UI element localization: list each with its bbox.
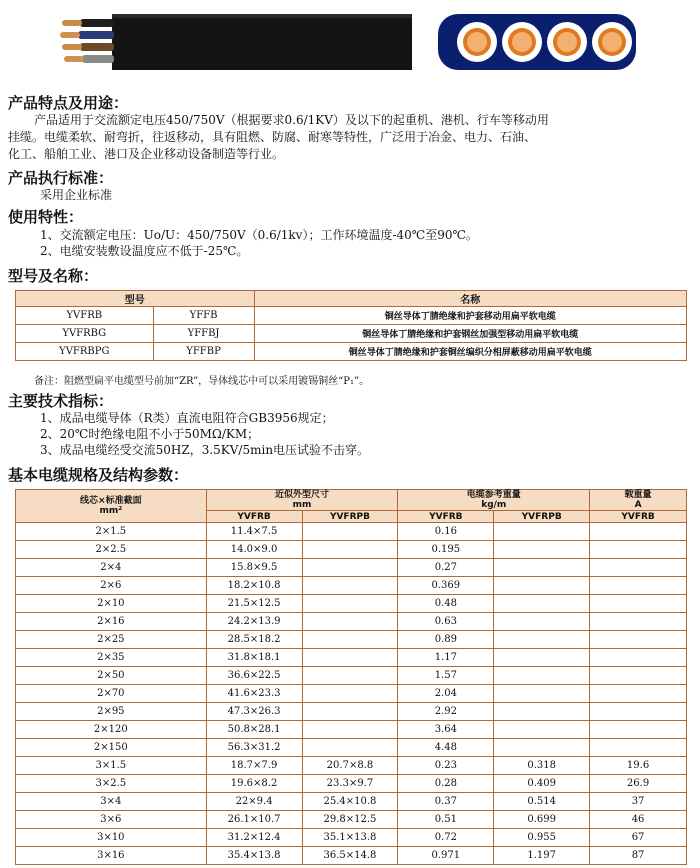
- spec-dim-yvfrpb: 25.4×10.8: [302, 793, 398, 811]
- specs-subheader-weight-yvfrpb: YVFRPB: [494, 511, 590, 523]
- table-row: [16, 667, 687, 685]
- spec-load-yvfrb: 87: [590, 847, 687, 865]
- table-row: [16, 793, 687, 811]
- specs-title: 基本电缆规格及结构参数：: [8, 466, 189, 484]
- spec-dim-yvfrb: 28.5×18.2: [206, 631, 302, 649]
- table-row: [16, 757, 687, 775]
- spec-weight-yvfrpb: [494, 631, 590, 649]
- spec-core-size: 2×35: [16, 649, 207, 667]
- spec-core-size: 2×1.5: [16, 523, 207, 541]
- spec-dim-yvfrpb: [302, 559, 398, 577]
- spec-load-yvfrb: [590, 523, 687, 541]
- table-row: [16, 721, 687, 739]
- spec-core-size: 2×150: [16, 739, 207, 757]
- spec-core-size: 3×6: [16, 811, 207, 829]
- spec-dim-yvfrpb: [302, 631, 398, 649]
- specs-header-core-label: 线芯×标准截面: [80, 496, 142, 506]
- cable-product-photo: [0, 0, 700, 86]
- tech-line-1: 1、成品电缆导体（R类）直流电阻符合GB3956规定；: [40, 411, 334, 425]
- models-header-name: 名称: [254, 291, 686, 307]
- spec-weight-yvfrb: 0.72: [398, 829, 494, 847]
- models-table: [15, 290, 687, 361]
- specs-header-load: [590, 490, 687, 511]
- model-code: YVFRBPG: [16, 343, 154, 361]
- spec-dim-yvfrb: 15.8×9.5: [206, 559, 302, 577]
- spec-core-size: 2×25: [16, 631, 207, 649]
- spec-weight-yvfrb: 2.92: [398, 703, 494, 721]
- usage-line-1: 1、交流额定电压：Uo/U：450/750V（0.6/1kv）；工作环境温度-40℃至90℃。: [40, 228, 478, 242]
- specs-table-body: [16, 523, 687, 865]
- specs-header-dim: [206, 490, 398, 511]
- table-row: [16, 343, 687, 361]
- spec-dim-yvfrpb: [302, 739, 398, 757]
- specs-header-weight-unit: kg/m: [481, 500, 507, 510]
- table-row: [16, 559, 687, 577]
- spec-dim-yvfrb: 36.6×22.5: [206, 667, 302, 685]
- table-row: [16, 523, 687, 541]
- spec-weight-yvfrpb: 0.955: [494, 829, 590, 847]
- spec-weight-yvfrb: 0.23: [398, 757, 494, 775]
- model-code-alt: YFFB: [153, 307, 254, 325]
- spec-dim-yvfrpb: 36.5×14.8: [302, 847, 398, 865]
- specs-header-dim-label: 近似外型尺寸: [275, 490, 330, 500]
- spec-dim-yvfrpb: [302, 703, 398, 721]
- spec-load-yvfrb: [590, 559, 687, 577]
- standard-text: 采用企业标准: [40, 188, 113, 202]
- table-row: [16, 631, 687, 649]
- spec-dim-yvfrpb: [302, 721, 398, 739]
- spec-dim-yvfrb: 24.2×13.9: [206, 613, 302, 631]
- spec-weight-yvfrpb: 0.514: [494, 793, 590, 811]
- spec-weight-yvfrpb: [494, 703, 590, 721]
- models-note: 备注：阻燃型扁平电缆型号前加“ZR”，导体线芯中可以采用镀锡铜丝“P₁”。: [34, 376, 370, 387]
- specs-header-core-unit: mm²: [99, 506, 123, 516]
- spec-dim-yvfrb: 31.8×18.1: [206, 649, 302, 667]
- spec-dim-yvfrb: 26.1×10.7: [206, 811, 302, 829]
- spec-core-size: 2×50: [16, 667, 207, 685]
- specs-header-load-label: 载重量: [624, 490, 652, 500]
- spec-weight-yvfrb: 1.17: [398, 649, 494, 667]
- spec-load-yvfrb: 46: [590, 811, 687, 829]
- specs-header-core: [16, 490, 207, 523]
- cable-cross-section: [438, 14, 636, 70]
- features-line-1: 产品适用于交流额定电压450/750V（根据要求0.6/1KV）及以下的起重机、港机、行车等移动用: [34, 113, 549, 127]
- model-code-alt: YFFBP: [153, 343, 254, 361]
- spec-weight-yvfrpb: [494, 559, 590, 577]
- spec-weight-yvfrpb: [494, 541, 590, 559]
- spec-load-yvfrb: [590, 685, 687, 703]
- spec-dim-yvfrpb: [302, 667, 398, 685]
- spec-dim-yvfrpb: [302, 523, 398, 541]
- spec-dim-yvfrb: 14.0×9.0: [206, 541, 302, 559]
- table-row: [16, 829, 687, 847]
- spec-core-size: 2×95: [16, 703, 207, 721]
- spec-core-size: 3×10: [16, 829, 207, 847]
- spec-weight-yvfrb: 0.51: [398, 811, 494, 829]
- model-name: 铜丝导体丁腈绝缘和护套钢丝加强型移动用扁平软电缆: [254, 325, 686, 343]
- spec-dim-yvfrb: 47.3×26.3: [206, 703, 302, 721]
- spec-weight-yvfrpb: [494, 667, 590, 685]
- spec-dim-yvfrpb: [302, 613, 398, 631]
- features-line-2: 挂缆。电缆柔软、耐弯折，往返移动，具有阻燃、防腐、耐寒等特性，广泛用于冶金、电力、石油、: [8, 130, 537, 144]
- spec-weight-yvfrb: 0.27: [398, 559, 494, 577]
- specs-table: [15, 489, 687, 865]
- table-row: [16, 307, 687, 325]
- model-name: 铜丝导体丁腈绝缘和护套移动用扁平软电缆: [254, 307, 686, 325]
- spec-weight-yvfrpb: [494, 577, 590, 595]
- spec-dim-yvfrb: 56.3×31.2: [206, 739, 302, 757]
- specs-header-dim-unit: mm: [292, 500, 312, 510]
- specs-header-weight-label: 电缆参考重量: [466, 490, 521, 500]
- spec-load-yvfrb: [590, 667, 687, 685]
- spec-dim-yvfrpb: [302, 685, 398, 703]
- spec-weight-yvfrb: 0.89: [398, 631, 494, 649]
- spec-dim-yvfrpb: 23.3×9.7: [302, 775, 398, 793]
- spec-core-size: 2×10: [16, 595, 207, 613]
- spec-load-yvfrb: [590, 577, 687, 595]
- model-code: YVFRB: [16, 307, 154, 325]
- table-row: [16, 595, 687, 613]
- features-line-3: 化工、船舶工业、港口及企业移动设备制造等行业。: [8, 147, 285, 161]
- spec-weight-yvfrb: 3.64: [398, 721, 494, 739]
- spec-weight-yvfrb: 0.971: [398, 847, 494, 865]
- spec-weight-yvfrb: 0.16: [398, 523, 494, 541]
- spec-dim-yvfrb: 22×9.4: [206, 793, 302, 811]
- spec-dim-yvfrb: 21.5×12.5: [206, 595, 302, 613]
- spec-core-size: 2×4: [16, 559, 207, 577]
- spec-core-size: 3×2.5: [16, 775, 207, 793]
- table-row: [16, 325, 687, 343]
- spec-weight-yvfrb: 2.04: [398, 685, 494, 703]
- spec-load-yvfrb: [590, 739, 687, 757]
- spec-core-size: 2×70: [16, 685, 207, 703]
- spec-weight-yvfrpb: 0.318: [494, 757, 590, 775]
- models-title: 型号及名称：: [8, 267, 99, 285]
- spec-load-yvfrb: [590, 595, 687, 613]
- specs-subheader-load-yvfrb: YVFRB: [590, 511, 687, 523]
- spec-weight-yvfrpb: 0.409: [494, 775, 590, 793]
- spec-dim-yvfrpb: 35.1×13.8: [302, 829, 398, 847]
- models-header-row: [16, 291, 687, 307]
- spec-core-size: 2×16: [16, 613, 207, 631]
- spec-weight-yvfrb: 0.28: [398, 775, 494, 793]
- model-code: YVFRBG: [16, 325, 154, 343]
- spec-weight-yvfrpb: 0.699: [494, 811, 590, 829]
- spec-load-yvfrb: [590, 721, 687, 739]
- spec-load-yvfrb: [590, 649, 687, 667]
- spec-dim-yvfrpb: [302, 577, 398, 595]
- standard-title: 产品执行标准：: [8, 169, 114, 187]
- spec-dim-yvfrpb: [302, 595, 398, 613]
- table-row: [16, 739, 687, 757]
- spec-core-size: 2×6: [16, 577, 207, 595]
- spec-weight-yvfrpb: [494, 649, 590, 667]
- spec-dim-yvfrb: 18.7×7.9: [206, 757, 302, 775]
- tech-line-3: 3、成品电缆经受交流50HZ，3.5KV/5min电压试验不击穿。: [40, 443, 370, 457]
- spec-weight-yvfrb: 0.369: [398, 577, 494, 595]
- spec-core-size: 3×4: [16, 793, 207, 811]
- specs-header-load-unit: A: [634, 500, 642, 510]
- spec-weight-yvfrb: 1.57: [398, 667, 494, 685]
- flat-cable-jacket: [112, 14, 412, 70]
- table-row: [16, 847, 687, 865]
- spec-dim-yvfrpb: 20.7×8.8: [302, 757, 398, 775]
- spec-dim-yvfrpb: [302, 649, 398, 667]
- specs-header-weight: [398, 490, 590, 511]
- table-row: [16, 613, 687, 631]
- usage-line-2: 2、电缆安装敷设温度应不低于-25℃。: [40, 244, 249, 258]
- specs-header-row: [16, 490, 687, 511]
- spec-dim-yvfrb: 50.8×28.1: [206, 721, 302, 739]
- spec-weight-yvfrpb: [494, 595, 590, 613]
- spec-load-yvfrb: [590, 613, 687, 631]
- tech-title: 主要技术指标：: [8, 392, 114, 410]
- spec-weight-yvfrb: 0.63: [398, 613, 494, 631]
- spec-dim-yvfrpb: 29.8×12.5: [302, 811, 398, 829]
- spec-load-yvfrb: [590, 541, 687, 559]
- table-row: [16, 577, 687, 595]
- model-code-alt: YFFBJ: [153, 325, 254, 343]
- exposed-conductors: [60, 19, 114, 63]
- spec-dim-yvfrpb: [302, 541, 398, 559]
- spec-core-size: 2×120: [16, 721, 207, 739]
- spec-load-yvfrb: [590, 703, 687, 721]
- specs-subheader-weight-yvfrb: YVFRB: [398, 511, 494, 523]
- spec-core-size: 3×1.5: [16, 757, 207, 775]
- spec-dim-yvfrb: 18.2×10.8: [206, 577, 302, 595]
- spec-weight-yvfrb: 0.48: [398, 595, 494, 613]
- spec-load-yvfrb: 37: [590, 793, 687, 811]
- table-row: [16, 811, 687, 829]
- spec-weight-yvfrb: 4.48: [398, 739, 494, 757]
- tech-line-2: 2、20℃时绝缘电阻不小于50MΩ/KM；: [40, 427, 260, 441]
- spec-dim-yvfrb: 19.6×8.2: [206, 775, 302, 793]
- table-row: [16, 541, 687, 559]
- spec-weight-yvfrpb: [494, 613, 590, 631]
- spec-core-size: 2×2.5: [16, 541, 207, 559]
- spec-dim-yvfrb: 31.2×12.4: [206, 829, 302, 847]
- specs-subheader-dim-yvfrb: YVFRB: [206, 511, 302, 523]
- spec-weight-yvfrpb: [494, 721, 590, 739]
- spec-weight-yvfrb: 0.37: [398, 793, 494, 811]
- spec-load-yvfrb: 19.6: [590, 757, 687, 775]
- spec-weight-yvfrpb: [494, 523, 590, 541]
- spec-weight-yvfrpb: [494, 739, 590, 757]
- table-row: [16, 685, 687, 703]
- table-row: [16, 649, 687, 667]
- spec-dim-yvfrb: 35.4×13.8: [206, 847, 302, 865]
- specs-subheader-dim-yvfrpb: YVFRPB: [302, 511, 398, 523]
- models-header-model: 型号: [16, 291, 255, 307]
- table-row: [16, 703, 687, 721]
- table-row: [16, 775, 687, 793]
- spec-dim-yvfrb: 41.6×23.3: [206, 685, 302, 703]
- spec-load-yvfrb: [590, 631, 687, 649]
- spec-dim-yvfrb: 11.4×7.5: [206, 523, 302, 541]
- features-title: 产品特点及用途：: [8, 94, 129, 112]
- spec-weight-yvfrb: 0.195: [398, 541, 494, 559]
- spec-load-yvfrb: 67: [590, 829, 687, 847]
- spec-core-size: 3×16: [16, 847, 207, 865]
- spec-load-yvfrb: 26.9: [590, 775, 687, 793]
- model-name: 铜丝导体丁腈绝缘和护套铜丝编织分相屏蔽移动用扁平软电缆: [254, 343, 686, 361]
- spec-weight-yvfrpb: [494, 685, 590, 703]
- usage-title: 使用特性：: [8, 208, 84, 226]
- spec-weight-yvfrpb: 1.197: [494, 847, 590, 865]
